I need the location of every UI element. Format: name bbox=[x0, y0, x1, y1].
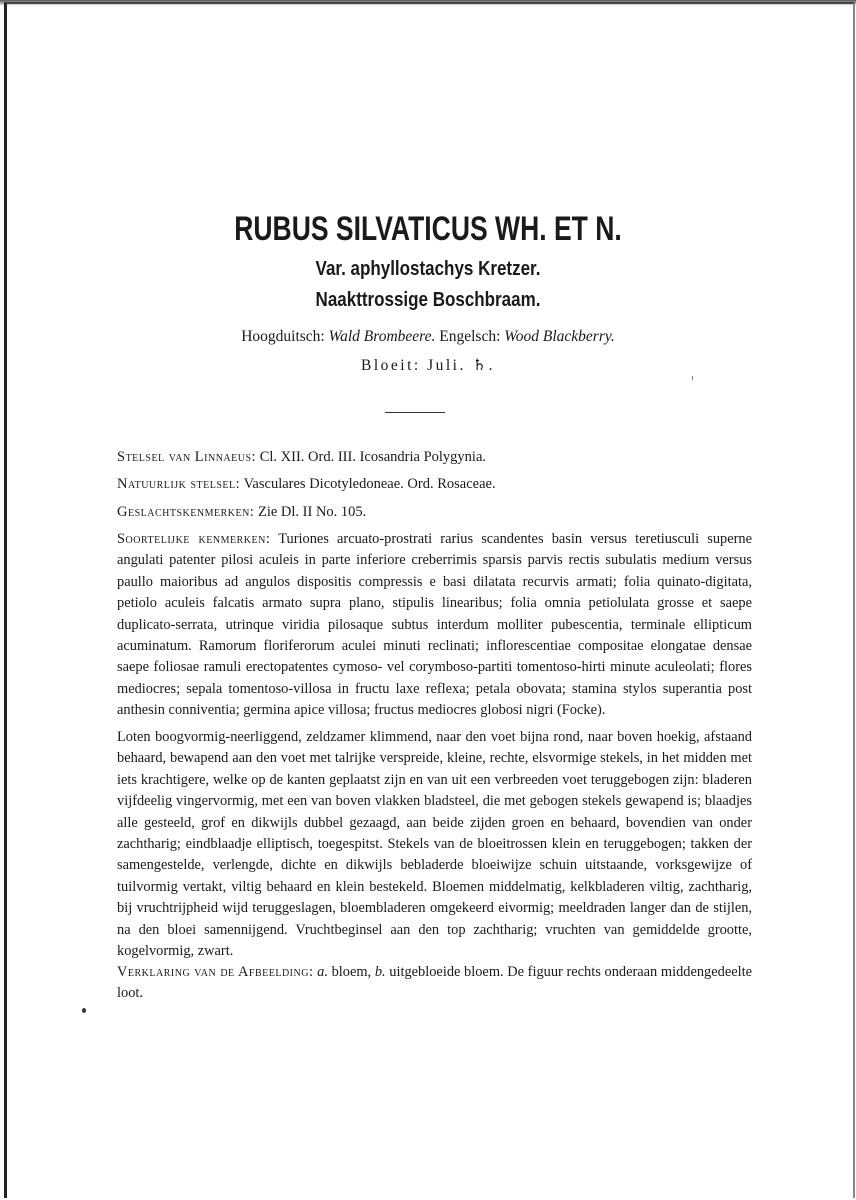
figure-letter-a: a. bbox=[317, 964, 328, 980]
species-text: Turiones arcuato-prostrati rarius scandentes basin versus teretiusculi superne angulati patenter pilosi aculeis in parte inferiore creberrimis sparsis parvis rectis subulatis medium versus paullo maioribus ad angulos dispositis compressis e basi dilatata recurvis armati; folia quinato-digitata, petiolo aculeis falcatis armato supra plano, stipulis linearibus; folia omnia petiolulata grosse et saepe duplicato-serrata, utrinque viridia pilosaque subtus interdum molliter pubescentia, terminale ellipticum acuminatum. Ramorum floriferorum aculei minuti reclinati; inflorescentiae compositae elongatae densae saepe foliosae ramuli erectopatentes cymoso- vel corymboso-partiti tomentoso-hirti minute aculeolati; flores mediocres; sepala tomentoso-villosa in fructu laxe reflexa; petala obovata; stamina stylos superantia post anthesin conniventia; germina apice villosa; fructus mediocres globosi nigri (Focke). bbox=[117, 531, 753, 719]
figure-b-text: uitgebloeide bloem. De figuur rechts onderaan middengedeelte loot. bbox=[117, 964, 752, 1002]
natural-system bbox=[117, 473, 757, 495]
german-name: Wald Brombeere. bbox=[328, 328, 436, 345]
figure-a-text: bloem, bbox=[331, 964, 372, 980]
page-title: RUBUS SILVATICUS WH. ET N. bbox=[234, 210, 622, 248]
species-label: Soortelijke kenmerken: bbox=[117, 531, 271, 547]
figure-explanation bbox=[117, 962, 752, 1005]
dutch-name: Naakttrossige Boschbraam. bbox=[315, 289, 541, 311]
common-names bbox=[0, 328, 856, 346]
figure-letter-b: b. bbox=[374, 964, 386, 980]
natural-system-text: Vasculares Dicotyledoneae. Ord. Rosaceae. bbox=[243, 476, 496, 492]
dutch-description bbox=[117, 727, 752, 962]
description-text: Loten boogvormig-neerliggend, zeldzamer klimmend, naar den voet bijna rond, naar boven hoekig, afstaand behaard, bewapend aan den voet met talrijke verspreide, kleine, rechte, elsvormige stekels, in het midden met iets krachtigere, welke op de kanten geplaatst zijn en van uit een verbreeden voet teruggebogen zijn: bladeren vijfdeelig vingervormig, met een van boven vlakken bladsteel, die met gebogen stekels gewapend is; blaadjes alle gesteeld, grof en dikwijls dubbel gezaagd, aan beide zijden groen en behaard, bovendien van onder zachtharig; eindblaadje elliptisch, toegespitst. Stekels van de bloeitrossen klein en teruggebogen; takken der samengestelde, verlengde, dichte en dikwijls bebladerde bloeiwijze schuin uitstaande, vorksgewijze of tuilvormig vertakt, viltig behaard en klein bestekeld. Bloemen middelmatig, kelkbladeren viltig, zachtharig, bij vruchtrijpheid wijd teruggeslagen, bloembladeren omgekeerd eivormig; meeldraden langer dan de stijlen, na den bloei samennijgend. Vruchtbeginsel aan den top zachtharig; vruchten van gemiddelde grootte, kogelvormig, zwart. bbox=[117, 729, 752, 960]
german-label: Hoogduitsch: bbox=[241, 328, 325, 345]
scan-speck bbox=[82, 1008, 86, 1013]
species-characteristics bbox=[117, 529, 752, 722]
linnaeus-text: Cl. XII. Ord. III. Icosandria Polygynia. bbox=[259, 449, 487, 465]
linnaeus-label: Stelsel van Linnaeus: bbox=[117, 449, 257, 465]
genus-characteristics bbox=[117, 501, 757, 523]
scan-speck bbox=[692, 376, 693, 380]
genus-label: Geslachtskenmerken: bbox=[117, 504, 255, 520]
section-divider bbox=[385, 412, 445, 413]
linnaeus-system bbox=[117, 446, 757, 468]
natural-system-label: Natuurlijk stelsel: bbox=[117, 476, 241, 492]
explanation-label: Verklaring van de Afbeelding: bbox=[117, 964, 314, 980]
genus-text: Zie Dl. II No. 105. bbox=[257, 504, 367, 520]
english-label: Engelsch: bbox=[439, 328, 501, 345]
variety-name: Var. aphyllostachys Kretzer. bbox=[315, 258, 541, 280]
flowering-time: Bloeit: Juli. ♄. bbox=[361, 357, 495, 374]
english-name: Wood Blackberry. bbox=[504, 328, 615, 345]
